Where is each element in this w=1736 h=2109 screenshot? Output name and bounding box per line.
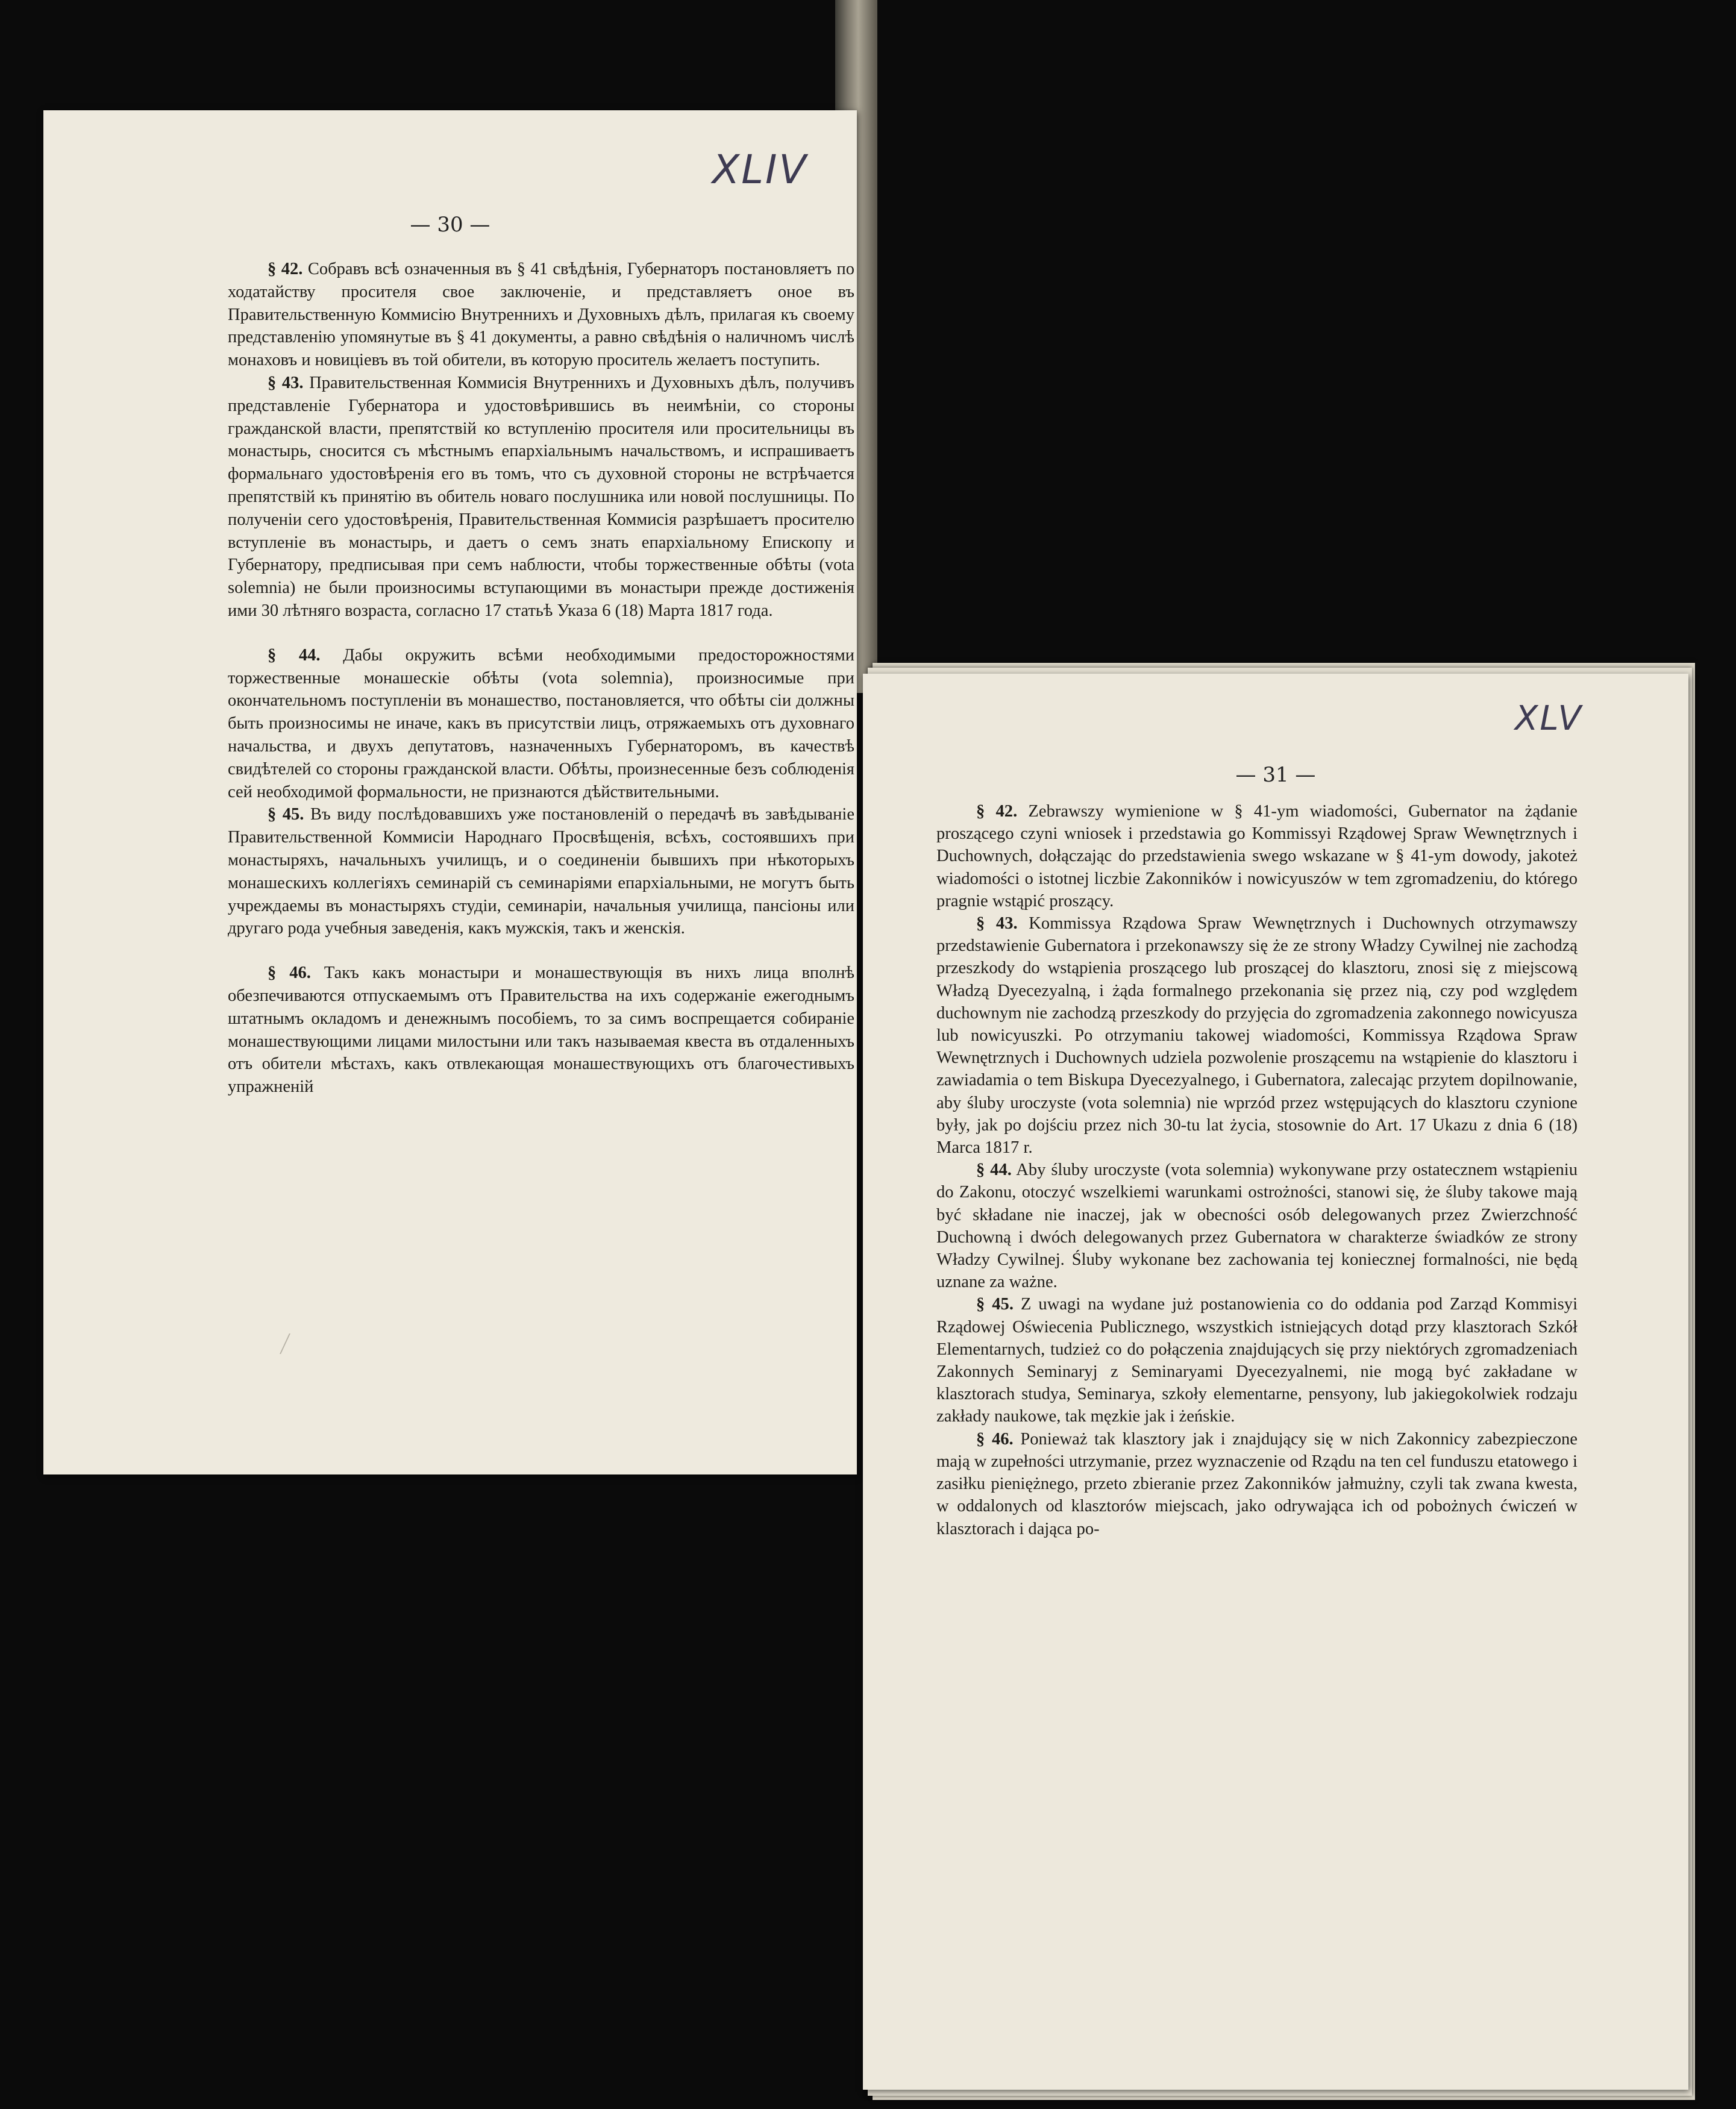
paragraph xyxy=(936,1428,1578,1540)
section-number: § 45. xyxy=(976,1295,1014,1314)
right-page xyxy=(863,674,1688,2090)
paragraph-text: Zebrawszy wymienione w § 41-ym wiadomości, Gubernator na żądanie proszącego czyni wniosek i przedstawia go Kommissyi Rządowej Spraw Wewnętrznych i Duchownych, dołączając do przedstawienia swego wskazane w § 41-ym dowody, jakoteż wiadomości o istotnej liczbie Zakonników i nowicyuszów w tem zgromadzeniu, do którego pragnie wstąpić proszący. xyxy=(936,802,1578,910)
paragraph-text: Такъ какъ монастыри и монашествующія въ нихъ лица вполнѣ обезпечиваются отпускаемымъ отъ Правительства на ихъ содержаніе ежегоднымъ штатнымъ окладомъ и денежнымъ пособіемъ, то за симъ воспрещается собираніе монашествующими лицами милостыни или такъ называемая квеста въ отдаленныхъ отъ обители мѣстахъ, какъ отвлекающая монашествующихъ отъ благочестивыхъ упражненій xyxy=(228,964,855,1097)
section-number: § 43. xyxy=(976,914,1018,933)
section-number: § 45. xyxy=(268,805,304,824)
section-number: § 44. xyxy=(268,645,321,665)
page-number: — 30 — xyxy=(410,213,490,237)
left-page xyxy=(43,110,857,1474)
paragraph-text: Дабы окружить всѣми необходимыми предосторожностями торжественные монашескіе обѣты (vota solemnia), произносимые при окончательномъ поступленіи въ монашество, постановляется, что обѣты сіи должны быть произносимы не иначе, какъ въ присутствіи лицъ, отряжаемыхъ отъ духовнаго начальства, и двухъ депутатовъ, назначенныхъ Губернаторомъ, въ качествѣ свидѣтелей со стороны гражданской власти. Обѣты, произнесенные безъ соблюденія сей необходимой формальности, не признаются дѣйствительными. xyxy=(228,645,854,801)
paragraph-text: Kommissya Rządowa Spraw Wewnętrznych i Duchownych otrzymawszy przedstawienie Gubernatora i przekonawszy się że ze strony Władzy Cywilnej nie zachodzą przeszkody do wstąpienia proszącego lub proszącej do klasztoru, znosi się z miejscową Władzą Dyecezyalną, i żąda formalnego przekonania się przez nią, czy pod względem duchownym nie zachodzą przeszkody do przyjęcia do zgromadzenia zakonnego nowicyusza lub nowicyuszki. Po otrzymaniu takowej wiadomości, Kommissya Rządowa Spraw Wewnętrznych i Duchownych udziela pozwolenie proszącemu na wstąpienie do klasztoru i zawiadamia o tem Biskupa Dyecezyalnego, i Gubernatora, zalecając przytem dopilnowanie, aby śluby uroczyste (vota solemnia) nie wprzód przez wstępujących do klasztoru czynione były, jak po dojściu przez nich 30-tu lat życia, stosownie do Art. 17 Ukazu z dnia 6 (18) Marca 1817 r. xyxy=(936,914,1578,1158)
paragraph xyxy=(228,803,854,940)
paragraph xyxy=(936,1159,1578,1293)
section-number: § 44. xyxy=(976,1161,1012,1180)
section-number: § 46. xyxy=(268,964,311,983)
archive-mark: XLIV xyxy=(712,146,808,193)
paragraph-text: Ponieważ tak klasztory jak i znajdujący się w nich Zakonnicy zabezpieczone mają w zupełności utrzymanie, przez wyznaczenie od Rządu na ten cel funduszu etatowego i zasiłku pieniężnego, przeto zbieranie przez Zakonników jałmużny, czyli tak zwana kwesta, w oddalonych od klasztorów miejscach, jako odrywająca ich od pobożnych ćwiczeń w klasztorach i dająca po- xyxy=(936,1429,1578,1538)
paragraph-text: Собравъ всѣ означенныя въ § 41 свѣдѣнія, Губернаторъ постановляетъ по ходатайству просителя свое заключеніе, и представляетъ оное въ Правительственную Коммисію Внутреннихъ и Духовныхъ дѣлъ, прилагая къ своему представленію упомянутые въ § 41 документы, а равно свѣдѣнія о наличномъ числѣ монаховъ и новиціевъ въ той обители, въ которую проситель желаетъ поступить. xyxy=(228,260,855,370)
paragraph xyxy=(228,644,854,804)
page-number: — 31 — xyxy=(1235,763,1316,787)
paragraph xyxy=(936,800,1578,912)
section-number: § 46. xyxy=(976,1429,1014,1449)
page-body xyxy=(228,258,854,1098)
paragraph-text: Aby śluby uroczyste (vota solemnia) wykonywane przy ostatecznem wstąpieniu do Zakonu, otoczyć wszelkiemi warunkami ostrożności, stanowi się, że śluby takowe mają być składane nie inaczej, jak w obecności osób delegowanych przez Zwierzchność Duchowną i dwóch delegowanych przez Gubernatora w charakterze świadków ze strony Władzy Cywilnej. Śluby wykonane bez zachowania tej koniecznej formalności, nie będą uznane za ważne. xyxy=(936,1161,1578,1292)
paragraph-text: Z uwagi na wydane już postanowienia co do oddania pod Zarząd Kommisyi Rządowej Oświecenia Publicznego, wszystkich istniejących dotąd przy klasztorach Szkół Elementarnych, tudzież co do połączenia znajdujących się przy niektórych zgromadzeniach Zakonnych Seminaryj z Seminaryami Dyecezyalnemi, nie mogą być zakładane w klasztorach studya, Seminarya, szkoły elementarne, pensyony, lub jakiegokolwiek rodzaju zakłady naukowe, tak męzkie jak i żeńskie. xyxy=(936,1295,1578,1426)
paragraph xyxy=(228,258,854,372)
section-number: § 43. xyxy=(268,373,304,392)
pencil-mark xyxy=(280,1333,304,1354)
paragraph xyxy=(228,372,854,622)
page-body xyxy=(936,800,1578,1540)
paragraph xyxy=(936,1293,1578,1427)
paragraph-text: Въ виду послѣдовавшихъ уже постановленій о передачѣ въ завѣдываніе Правительственной Коммисіи Народнаго Просвѣщенія, всѣхъ, состоявшихъ при монастыряхъ, начальныхъ училищъ, и о соединеніи бывшихъ при нѣкоторыхъ монашескихъ коллегіяхъ семинарій съ семинаріями епархіальными, не могутъ быть учреждаемы въ монастыряхъ студіи, семинаріи, начальныя училища, пансіоны или другаго рода учебныя заведенія, какъ мужскія, такъ и женскія. xyxy=(228,805,854,938)
section-number: § 42. xyxy=(976,802,1018,821)
section-number: § 42. xyxy=(268,260,303,278)
paragraph xyxy=(936,912,1578,1159)
paragraph-text: Правительственная Коммисія Внутреннихъ и Духовныхъ дѣлъ, получивъ представленіе Губернатора и удостовѣрившись въ неимѣніи, со стороны гражданской власти, препятствій ко вступленію просителя или просительницы въ монастырь, сносится съ мѣстнымъ епархіальнымъ начальствомъ, и испрашиваетъ формальнаго удостовѣренія его въ томъ, что съ духовной стороны не встрѣчается препятствій къ принятію въ обитель новаго послушника или новой послушницы. По полученіи сего удостовѣренія, Правительственная Коммисія разрѣшаетъ просителю вступленіе въ монастырь, и даетъ о семъ знать епархіальному Епископу и Губернатору, предписывая при семъ наблюсти, чтобы торжественные обѣты (vota solemnia) не были произносимы вступающими въ монастыри прежде достиженія ими 30 лѣтняго возраста, согласно 17 статьѣ Указа 6 (18) Марта 1817 года. xyxy=(228,373,855,620)
paragraph xyxy=(228,962,854,1098)
archive-mark: XLV xyxy=(1515,699,1583,738)
